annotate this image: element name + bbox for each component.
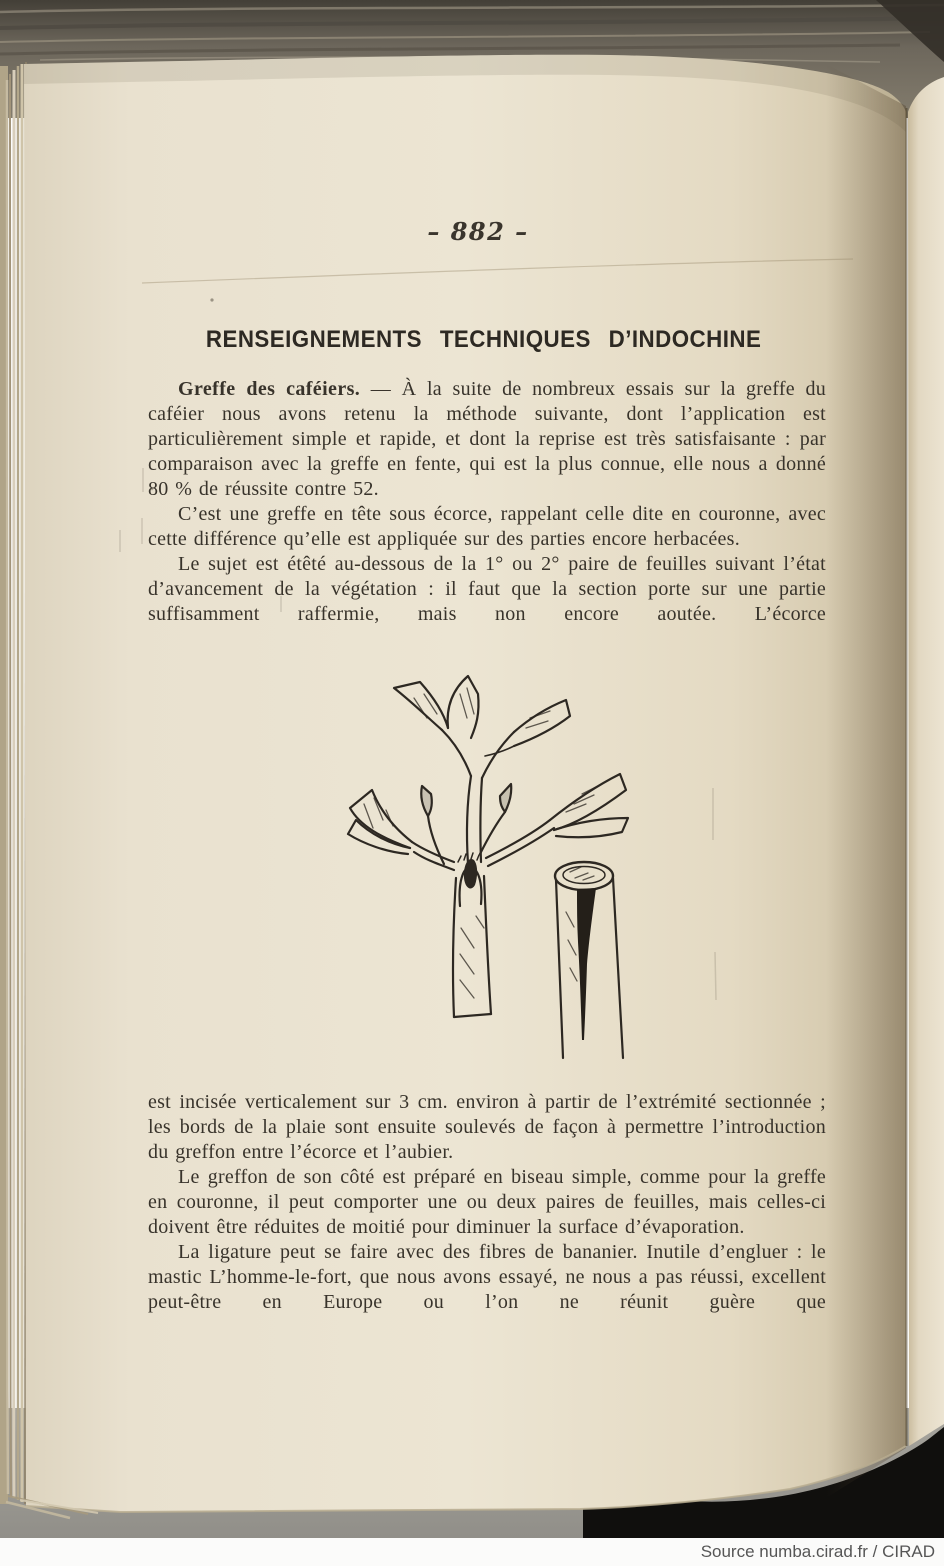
source-credit: Source numba.cirad.fr / CIRAD — [700, 1542, 935, 1561]
paragraph-greffe-tete: C’est une greffe en tête sous écorce, rappelant celle dite en couronne, avec cette différence qu’elle est appliquée sur des parties encore herbacées. — [148, 503, 826, 550]
paragraph-sujet-etete: Le sujet est étêté au-dessous de la 1° ou 2° paire de feuilles suivant l’état d’avancement de la végétation : il faut que la section porte sur une partie suffisamment raffermie, mais non encore aoutée. L’écorce — [148, 553, 826, 625]
paragraph-ligature: La ligature peut se faire avec des fibres de bananier. Inutile d’engluer : le mastic L’homme-le-fort, que nous avons essayé, ne nous a pas réussi, excellent peut-être en Europe ou l’on ne réunit guère que — [148, 1241, 826, 1313]
rootstock-stem — [556, 880, 563, 1058]
figure-grafting-sketch — [330, 666, 652, 1080]
paragraph-lead: Greffe des caféiers. — [178, 378, 361, 400]
paragraph-greffon: Le greffon de son côté est préparé en biseau simple, comme pour la greffe en couronne, il peut comporter une ou deux paires de feuilles, mais celles-ci doivent être réduites de moitié pour diminuer la surface d’évaporation. — [148, 1166, 826, 1238]
source-strip — [0, 1538, 944, 1566]
top-left-leaf — [394, 682, 448, 730]
page-title-text: RENSEIGNEMENTS TECHNIQUES D’INDOCHINE — [206, 326, 762, 353]
scion-bud — [464, 859, 477, 889]
article-body-lower — [148, 1090, 826, 1315]
left-branch — [412, 842, 454, 862]
grafting-sketch-drawing — [330, 666, 652, 1080]
page-number: – 882 – — [427, 217, 529, 246]
left-leaf-2 — [348, 820, 410, 854]
article-body-upper — [148, 377, 826, 627]
rootstock-incision — [577, 888, 596, 1040]
paragraph-lead-rest: — À la suite de nombreux essais sur la greffe du caféier nous avons retenu la méthode suivante, dont l’application est particulièrement simple et rapide, et dont la reprise est très satisfaisante : par comparaison avec la greffe en fente, qui est la plus connue, elle nous a donné 80 % de réussite contre 52. — [148, 378, 827, 500]
scion-stem — [453, 878, 456, 1017]
paragraph-greffe-intro — [148, 377, 826, 502]
shoot-left — [428, 816, 444, 864]
page-title — [134, 326, 834, 354]
shoot-right — [480, 812, 505, 854]
paragraph-incision: est incisée verticalement sur 3 cm. environ à partir de l’extrémité sectionnée ; les bords de la plaie sont ensuite soulevés de façon à permettre l’introduction du greffon entre l’écorce et l’aubier. — [148, 1091, 826, 1163]
top-center-leaf — [448, 676, 479, 738]
right-leaf-2 — [554, 818, 628, 837]
facing-page — [908, 77, 944, 1446]
